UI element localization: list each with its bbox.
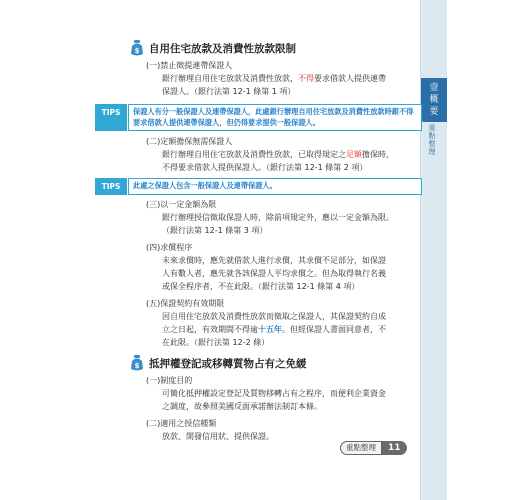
tips-box-1 [101,104,422,131]
side-tab-char-2: 概 [429,95,439,105]
item-2-label: (二)定額擔保無需保證人 [146,137,233,146]
page-footer [340,441,407,455]
item-4-label: (四)求償程序 [146,243,193,252]
item-3-line-2: （銀行法第 12-1 條第 3 項） [162,226,268,235]
s2-item-2-line-1: 放款、開發信用狀、提供保證。 [162,432,274,441]
svg-text:$: $ [134,47,140,55]
tips-text: 保證人有分一般保證人及連帶保證人，此處銀行辦理自用住宅放款及消費性放款時銀不得要求借款人提供連帶保證人，但仍得要求提供一般保證人。 [133,107,414,127]
section1-title: 自用住宅放款及消費性放款限制 [149,42,296,55]
money-bag-icon [130,40,144,56]
item-2-line-2: 不得要求借款人提供保證人。（銀行法第 12-1 條第 2 項） [162,163,368,172]
footer-label: 重點整理 [340,441,382,455]
svg-text:$: $ [134,362,140,370]
item-1-line-2: 保證人。（銀行法第 12-1 條第 1 項） [162,87,296,96]
item-3-line-1: 銀行辦理授信徵取保證人時，除前項規定外，應以一定金額為限。 [162,213,394,222]
item-2-line-1: 銀行辦理自用住宅放款及消費性放款，已取得規定之足額擔保時， [162,150,394,159]
section2-heading [130,355,307,371]
item-5-label: (五)保證契約有效期限 [146,299,225,308]
section2-title: 抵押權登記或移轉質物占有之免緩 [149,357,307,370]
page-number: 11 [382,441,407,455]
item-4-line-3: 或保全程序者，不在此限。（銀行法第 12-1 條第 4 項） [162,282,360,291]
item-1-line-1: 銀行辦理自用住宅放款及消費性放款，不得要求借款人提供連帶 [162,74,386,83]
money-bag-icon [130,355,144,371]
s2-item-1-line-2: 之調度，故參照美國反面承諾辦法制訂本條。 [162,402,322,411]
tips-text: 此處之保證人包含一般保證人及連帶保證人。 [133,181,277,190]
item-5-line-1: 因自用住宅放款及消費性放款而徵取之保證人，其保證契約自成 [162,312,386,321]
side-tab-sub-label: 重點整理 [428,124,436,156]
side-tab-char-1: 壹 [429,83,439,93]
section1-heading [130,40,296,56]
tips-tag: TIPS [95,178,127,195]
tips-tag: TIPS [95,104,127,131]
item-4-line-2: 人有數人者，應先就各該保證人平均求償之。但為取得執行名義 [162,269,386,278]
item-1-label: (一)禁止徵提連帶保證人 [146,61,233,70]
tips-box-2 [101,178,422,195]
item-4-line-1: 未來求償時，應先就借款人進行求償，其求償不足部分，如保證 [162,256,386,265]
s2-item-2-label: (二)適用之授信種類 [146,419,217,428]
side-tab-char-3: 要 [429,107,439,117]
side-tab[interactable] [420,0,447,500]
item-3-label: (三)以一定金額為限 [146,200,217,209]
item-5-line-3: 在此限。（銀行法第 12-2 條） [162,338,270,347]
item-5-line-2: 立之日起，有效期間不得逾十五年。但經保證人書面同意者，不 [162,325,386,334]
s2-item-1-line-1: 可簡化抵押權設定登記及質物移轉占有之程序，而便利企業資金 [162,389,386,398]
side-tab-active[interactable] [421,78,447,122]
s2-item-1-label: (一)制度目的 [146,376,193,385]
